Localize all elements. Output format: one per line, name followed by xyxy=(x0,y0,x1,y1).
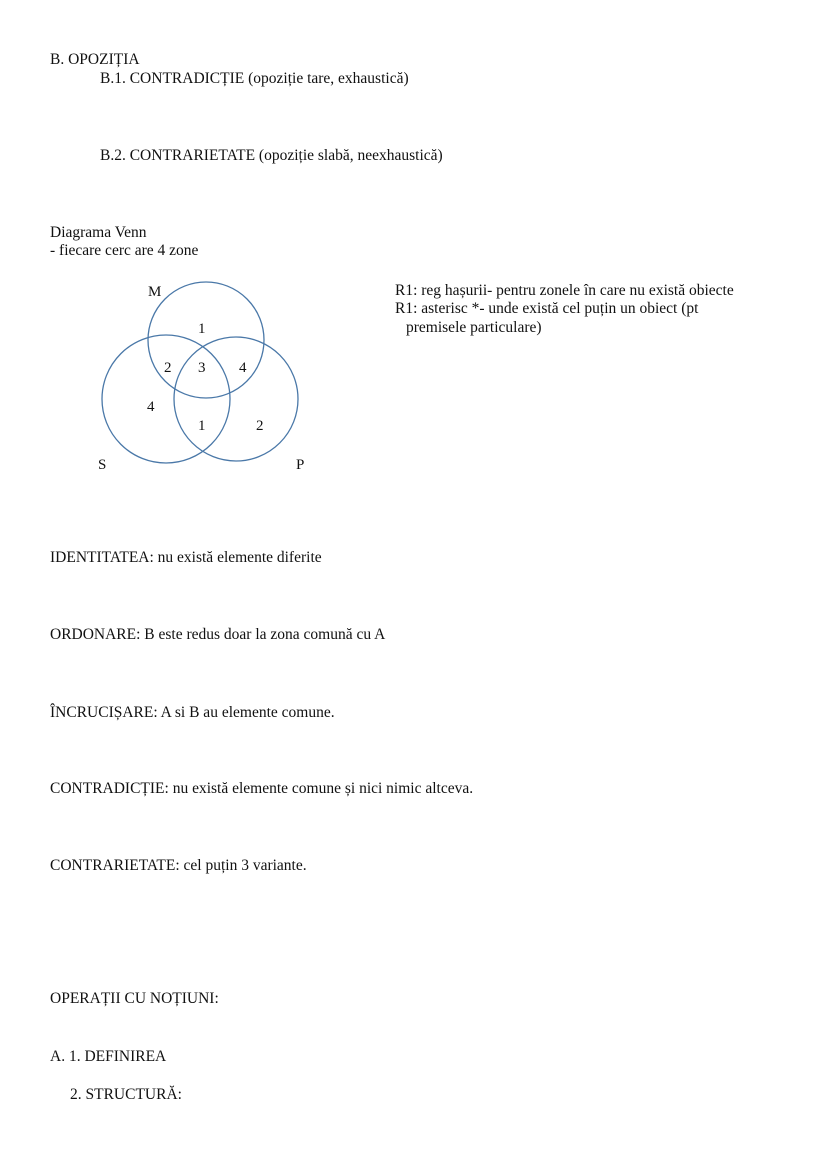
definition-contradictie: CONTRADICȚIE: nu există elemente comune și nici nimic altceva. xyxy=(50,780,474,797)
circle-m xyxy=(148,282,264,398)
venn-title: Diagrama Venn xyxy=(50,224,147,241)
definition-identitate: IDENTITATEA: nu există elemente diferite xyxy=(50,549,322,566)
subsection-b1: B.1. CONTRADICȚIE (opoziție tare, exhaustică) xyxy=(100,70,409,87)
subsection-b2: B.2. CONTRARIETATE (opoziție slabă, neexhaustică) xyxy=(100,147,443,164)
definition-ordonare: ORDONARE: B este redus doar la zona comună cu A xyxy=(50,626,386,643)
definition-incrucisare: ÎNCRUCIȘARE: A si B au elemente comune. xyxy=(50,704,335,721)
zone-p-only: 2 xyxy=(256,418,264,434)
zone-m-only: 1 xyxy=(198,321,206,337)
circle-p xyxy=(174,337,298,461)
zone-msp: 3 xyxy=(198,360,206,376)
circle-s xyxy=(102,335,230,463)
label-s: S xyxy=(98,457,107,473)
section-heading: B. OPOZIȚIA xyxy=(50,51,140,68)
zone-ms: 2 xyxy=(164,360,172,376)
item-definirea: A. 1. DEFINIREA xyxy=(50,1048,167,1065)
zone-mp: 4 xyxy=(239,360,247,376)
item-structura: 2. STRUCTURĂ: xyxy=(70,1086,182,1103)
operations-heading: OPERAȚII CU NOȚIUNI: xyxy=(50,990,219,1007)
venn-note: - fiecare cerc are 4 zone xyxy=(50,242,199,259)
definition-contrarietate: CONTRARIETATE: cel puțin 3 variante. xyxy=(50,857,307,874)
zone-s-only: 4 xyxy=(147,399,155,415)
label-p: P xyxy=(296,457,305,473)
rule-asterisk-cont: premisele particulare) xyxy=(406,319,542,336)
zone-sp: 1 xyxy=(198,418,206,434)
rule-asterisk: R1: asterisc *- unde există cel puțin un obiect (pt xyxy=(395,300,699,317)
rule-hatching: R1: reg hașurii- pentru zonele în care nu există obiecte xyxy=(395,282,734,299)
label-m: M xyxy=(148,284,162,300)
